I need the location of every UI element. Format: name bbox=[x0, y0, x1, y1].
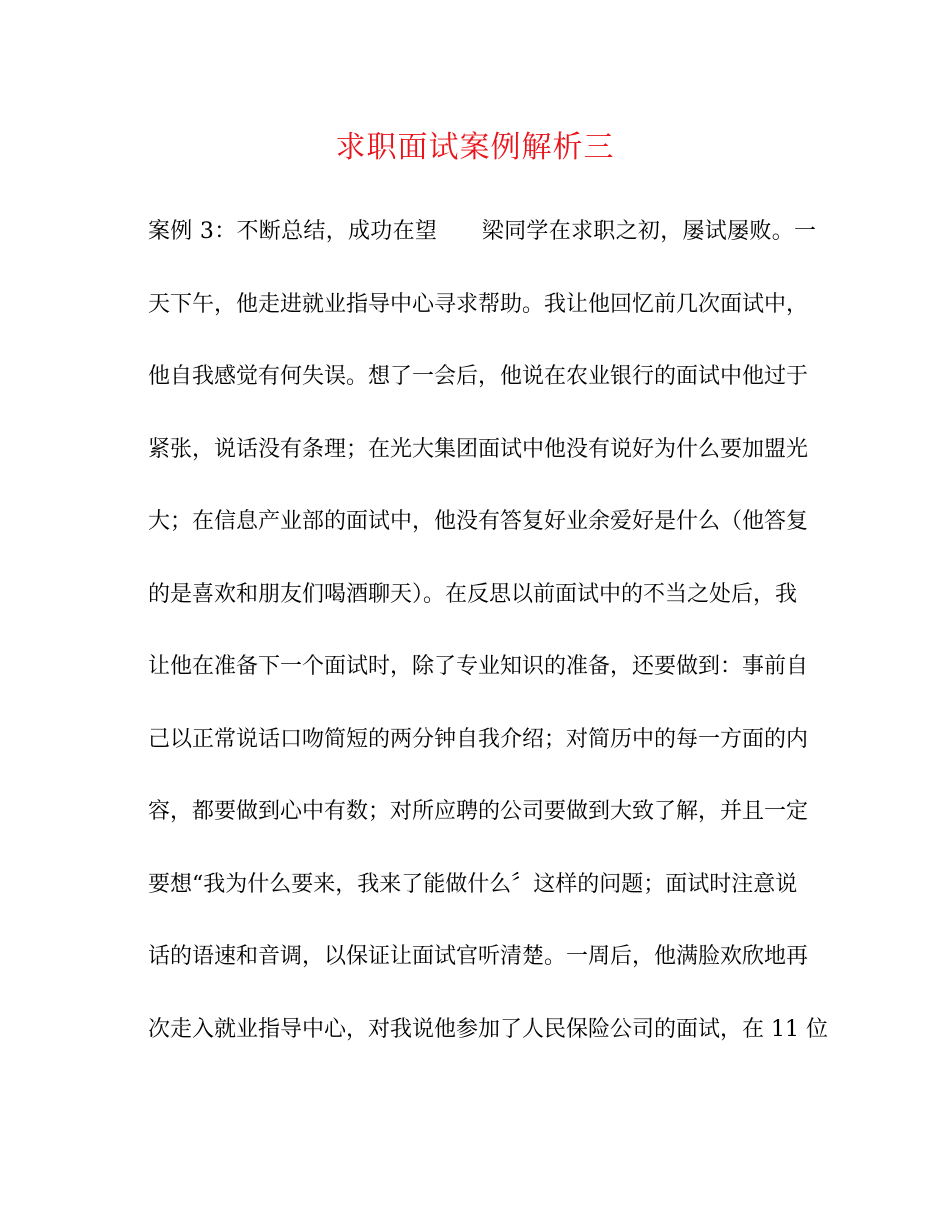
body-line: 要想“我为什么要来，我来了能做什么〞这样的问题；面试时注意说 bbox=[148, 871, 798, 897]
document-title: 求职面试案例解析三 bbox=[335, 130, 615, 165]
body-line: 的是喜欢和朋友们喝酒聊天）。在反思以前面试中的不当之处后，我 bbox=[148, 581, 798, 607]
body-line: 己以正常说话口吻简短的两分钟自我介绍；对简历中的每一方面的内 bbox=[148, 726, 809, 752]
body-line: 容，都要做到心中有数；对所应聘的公司要做到大致了解，并且一定 bbox=[148, 799, 809, 824]
body-line: 紧张，说话没有条理；在光大集团面试中他没有说好为什么要加盟光 bbox=[148, 436, 809, 462]
body-line: 案例 3：不断总结，成功在望 梁同学在求职之初，屡试屡败。一 bbox=[148, 219, 817, 244]
body-line: 他自我感觉有何失误。想了一会后，他说在农业银行的面试中他过于 bbox=[148, 364, 809, 389]
body-line: 让他在准备下一个面试时，除了专业知识的准备，还要做到：事前自 bbox=[148, 654, 809, 679]
document-body bbox=[148, 214, 828, 1084]
body-line: 天下午，他走进就业指导中心寻求帮助。我让他回忆前几次面试中， bbox=[148, 291, 809, 317]
body-line: 大；在信息产业部的面试中，他没有答复好业余爱好是什么（他答复 bbox=[148, 509, 809, 534]
body-line: 话的语速和音调，以保证让面试官听清楚。一周后，他满脸欢欣地再 bbox=[148, 944, 809, 969]
body-line: 次走入就业指导中心，对我说他参加了人民保险公司的面试，在 11 位 bbox=[148, 1016, 828, 1042]
